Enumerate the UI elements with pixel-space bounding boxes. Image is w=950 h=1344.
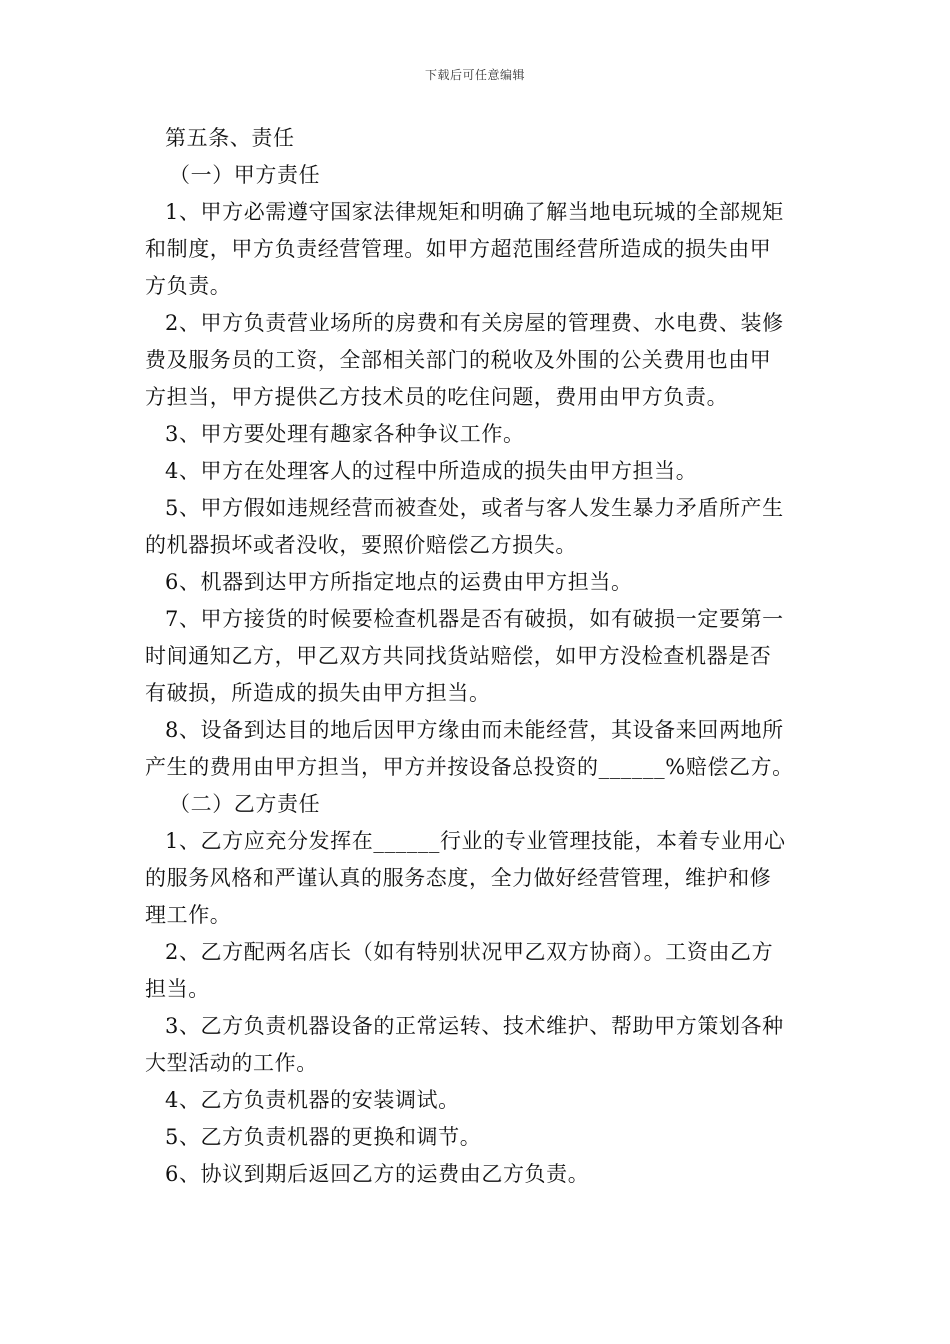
text-line: 1、乙方应充分发挥在______行业的专业管理技能，本着专业用心 bbox=[165, 829, 786, 853]
party-a-item-8 bbox=[145, 712, 813, 786]
text-line: 3、乙方负责机器设备的正常运转、技术维护、帮助甲方策划各种 bbox=[165, 1014, 784, 1038]
text-line: 方担当，甲方提供乙方技术员的吃住问题，费用由甲方负责。 bbox=[145, 385, 729, 409]
text-line: 5、甲方假如违规经营而被查处，或者与客人发生暴力矛盾所产生 bbox=[165, 496, 784, 520]
text-line: 5、乙方负责机器的更换和调节。 bbox=[165, 1125, 482, 1149]
text-line: 4、甲方在处理客人的过程中所造成的损失由甲方担当。 bbox=[165, 459, 698, 483]
page-header: 下载后可任意编辑 bbox=[424, 68, 525, 82]
text-line: 担当。 bbox=[145, 977, 210, 1001]
text-line: 7、甲方接货的时候要检查机器是否有破损，如有破损一定要第一 bbox=[165, 607, 784, 631]
text-line: 2、乙方配两名店长（如有特别状况甲乙双方协商）。工资由乙方 bbox=[165, 940, 774, 964]
party-b-item-1 bbox=[145, 823, 813, 934]
text-line: 费及服务员的工资，全部相关部门的税收及外围的公关费用也由甲 bbox=[145, 348, 772, 372]
party-b-item-5 bbox=[145, 1119, 813, 1156]
text-line: 4、乙方负责机器的安装调试。 bbox=[165, 1088, 460, 1112]
text-line: 有破损，所造成的损失由甲方担当。 bbox=[145, 681, 491, 705]
section-heading-party-b: （二）乙方责任 bbox=[169, 792, 321, 816]
text-line: 6、机器到达甲方所指定地点的运费由甲方担当。 bbox=[165, 570, 633, 594]
party-b-item-4 bbox=[145, 1082, 813, 1119]
article-title: 第五条、责任 bbox=[165, 126, 295, 150]
text-line: 2、甲方负责营业场所的房费和有关房屋的管理费、水电费、装修 bbox=[165, 311, 784, 335]
text-line: 6、协议到期后返回乙方的运费由乙方负责。 bbox=[165, 1162, 590, 1186]
text-line: 8、设备到达目的地后因甲方缘由而未能经营，其设备来回两地所 bbox=[165, 718, 784, 742]
party-a-item-5 bbox=[145, 490, 813, 564]
document-body bbox=[145, 120, 813, 1193]
text-line: 1、甲方必需遵守国家法律规矩和明确了解当地电玩城的全部规矩 bbox=[165, 200, 784, 224]
text-line: 时间通知乙方，甲乙双方共同找货站赔偿，如甲方没检查机器是否 bbox=[145, 644, 772, 668]
text-line: 的机器损坏或者没收，要照价赔偿乙方损失。 bbox=[145, 533, 577, 557]
party-a-item-3 bbox=[145, 416, 813, 453]
party-b-item-6 bbox=[145, 1156, 813, 1193]
party-a-item-6 bbox=[145, 564, 813, 601]
section-heading-party-a: （一）甲方责任 bbox=[169, 163, 321, 187]
party-a-item-4 bbox=[145, 453, 813, 490]
text-line: 方负责。 bbox=[145, 274, 232, 298]
party-b-item-3 bbox=[145, 1008, 813, 1082]
party-a-item-7 bbox=[145, 601, 813, 712]
party-a-item-1 bbox=[145, 194, 813, 305]
text-line: 产生的费用由甲方担当，甲方并按设备总投资的______%赔偿乙方。 bbox=[145, 755, 794, 779]
text-line: 大型活动的工作。 bbox=[145, 1051, 318, 1075]
party-b-item-2 bbox=[145, 934, 813, 1008]
text-line: 的服务风格和严谨认真的服务态度，全力做好经营管理，维护和修 bbox=[145, 866, 772, 890]
text-line: 理工作。 bbox=[145, 903, 232, 927]
text-line: 和制度，甲方负责经营管理。如甲方超范围经营所造成的损失由甲 bbox=[145, 237, 772, 261]
text-line: 3、甲方要处理有趣家各种争议工作。 bbox=[165, 422, 525, 446]
party-a-item-2 bbox=[145, 305, 813, 416]
